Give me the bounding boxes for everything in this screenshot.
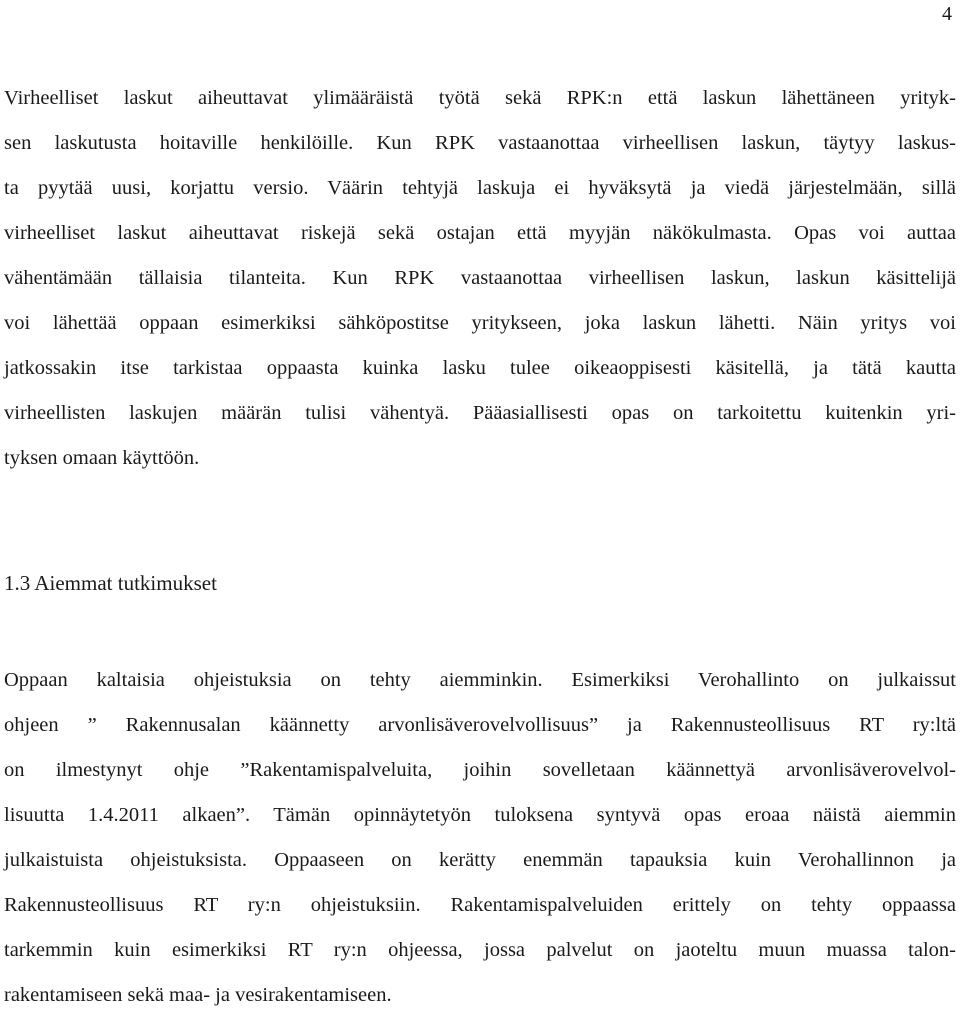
paragraph-line: ohjeen ” Rakennusalan käännetty arvonlisäverovelvollisuus” ja Rakennusteollisuus RT ry:ltä xyxy=(4,714,956,736)
paragraph-line: Virheelliset laskut aiheuttavat ylimääräistä työtä sekä RPK:n että laskun lähettäneen yrityk- xyxy=(4,87,956,109)
paragraph-line: sen laskutusta hoitaville henkilöille. Kun RPK vastaanottaa virheellisen laskun, täytyy laskus- xyxy=(4,132,956,154)
paragraph-line: tyksen omaan käyttöön. xyxy=(4,447,200,469)
paragraph-line: tarkemmin kuin esimerkiksi RT ry:n ohjeessa, jossa palvelut on jaoteltu muun muassa talon- xyxy=(4,939,956,961)
paragraph-line: vähentämään tällaisia tilanteita. Kun RPK vastaanottaa virheellisen laskun, laskun käsittelijä xyxy=(4,267,956,289)
section-heading: 1.3 Aiemmat tutkimukset xyxy=(4,571,217,595)
paragraph-line: jatkossakin itse tarkistaa oppaasta kuinka lasku tulee oikeaoppisesti käsitellä, ja tätä kautta xyxy=(4,357,956,379)
paragraph-line: Oppaan kaltaisia ohjeistuksia on tehty aiemminkin. Esimerkiksi Verohallinto on julkaissut xyxy=(4,669,956,691)
paragraph-line: lisuutta 1.4.2011 alkaen”. Tämän opinnäytetyön tuloksena syntyvä opas eroaa näistä aiemmin xyxy=(4,804,956,826)
paragraph-line: virheelliset laskut aiheuttavat riskejä sekä ostajan että myyjän näkökulmasta. Opas voi auttaa xyxy=(4,222,956,244)
page-number: 4 xyxy=(942,3,952,25)
paragraph-line: virheellisten laskujen määrän tulisi vähentyä. Pääasiallisesti opas on tarkoitettu kuitenkin yri- xyxy=(4,402,956,424)
paragraph-line: Rakennusteollisuus RT ry:n ohjeistuksiin. Rakentamispalveluiden erittely on tehty oppaassa xyxy=(4,894,956,916)
paragraph-line: julkaistuista ohjeistuksista. Oppaaseen on kerätty enemmän tapauksia kuin Verohallinnon ja xyxy=(4,849,956,871)
paragraph-line: ta pyytää uusi, korjattu versio. Väärin tehtyjä laskuja ei hyväksytä ja viedä järjestelmään, sillä xyxy=(4,177,956,199)
paragraph-line: on ilmestynyt ohje ”Rakentamispalveluita, joihin sovelletaan käännettyä arvonlisäverovelvol- xyxy=(4,759,956,781)
paragraph-line: voi lähettää oppaan esimerkiksi sähköpostitse yritykseen, joka laskun lähetti. Näin yritys voi xyxy=(4,312,956,334)
paragraph-line: rakentamiseen sekä maa- ja vesirakentamiseen. xyxy=(4,984,392,1006)
